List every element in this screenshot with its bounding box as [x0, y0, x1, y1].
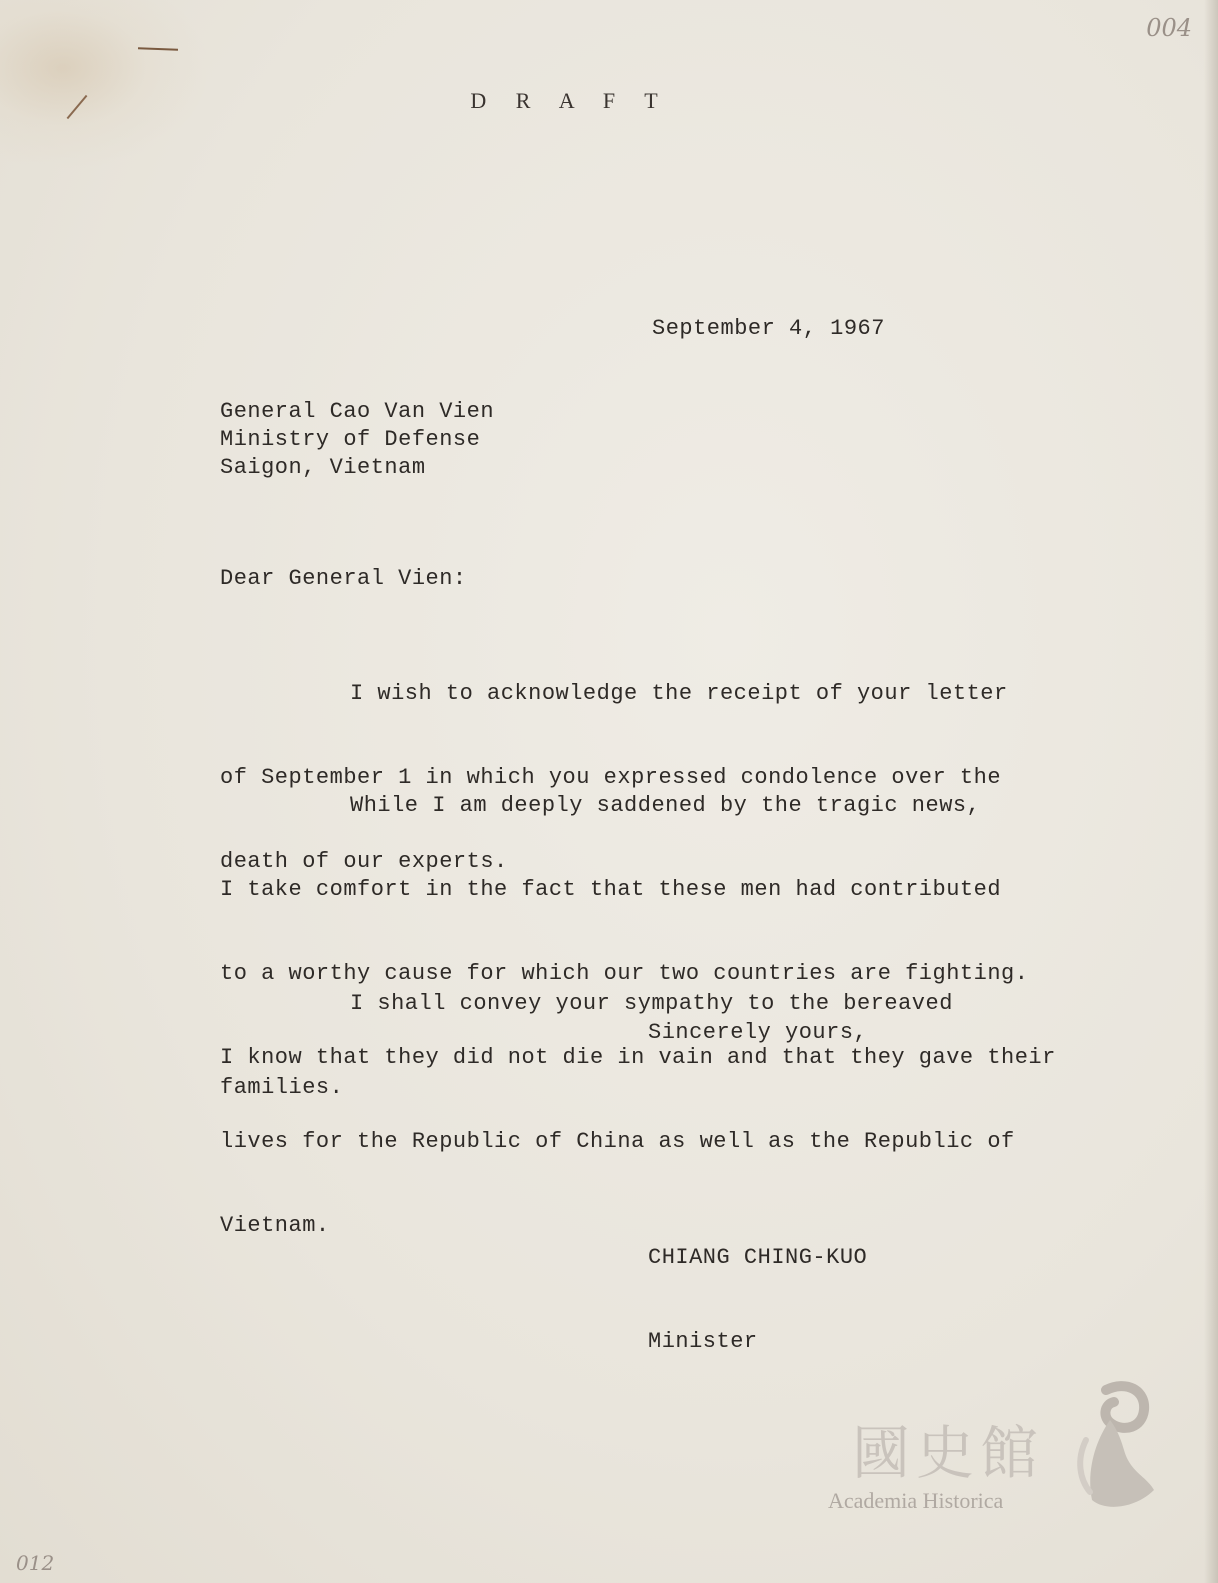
draft-heading: D R A F T	[470, 88, 670, 113]
paragraph-line: I wish to acknowledge the receipt of your letter	[350, 681, 1008, 706]
paragraph-3	[220, 934, 1056, 1158]
paragraph-line: to a worthy cause for which our two countries are fighting.	[220, 961, 1029, 986]
paragraph-line: I shall convey your sympathy to the bereaved	[350, 991, 953, 1016]
paper-stain	[0, 0, 210, 170]
paragraph-line: death of our experts.	[220, 849, 508, 874]
signer-title: Minister	[648, 1329, 758, 1354]
watermark-english: Academia Historica	[828, 1488, 1004, 1513]
paper-edge-shadow	[1204, 0, 1218, 1583]
academia-historica-watermark	[828, 1380, 1168, 1530]
paragraph-line: families.	[220, 1075, 344, 1100]
closing: Sincerely yours,	[648, 1020, 868, 1045]
salutation: Dear General Vien:	[220, 566, 467, 591]
paragraph-line: While I am deeply saddened by the tragic news,	[350, 793, 981, 818]
page-number-top: 004	[1146, 14, 1192, 42]
watermark-chinese: 國史館	[852, 1419, 1045, 1487]
paragraph-line: lives for the Republic of China as well as the Republic of	[220, 1129, 1015, 1154]
recipient-name: General Cao Van Vien	[220, 399, 495, 424]
recipient-office: Ministry of Defense	[220, 427, 481, 452]
page-number-bottom: 012	[16, 1551, 55, 1575]
signer-name: CHIANG CHING-KUO	[648, 1245, 868, 1270]
paragraph-line: I take comfort in the fact that these men had contributed	[220, 877, 1002, 902]
brush-emblem-icon	[1066, 1380, 1162, 1520]
recipient-location: Saigon, Vietnam	[220, 455, 426, 480]
letter-date: September 4, 1967	[652, 316, 885, 341]
paragraph-line: I know that they did not die in vain and that they gave their	[220, 1045, 1056, 1070]
paragraph-line: of September 1 in which you expressed condolence over the	[220, 765, 1002, 790]
signature-block	[648, 1188, 867, 1412]
paragraph-line: Vietnam.	[220, 1213, 330, 1238]
